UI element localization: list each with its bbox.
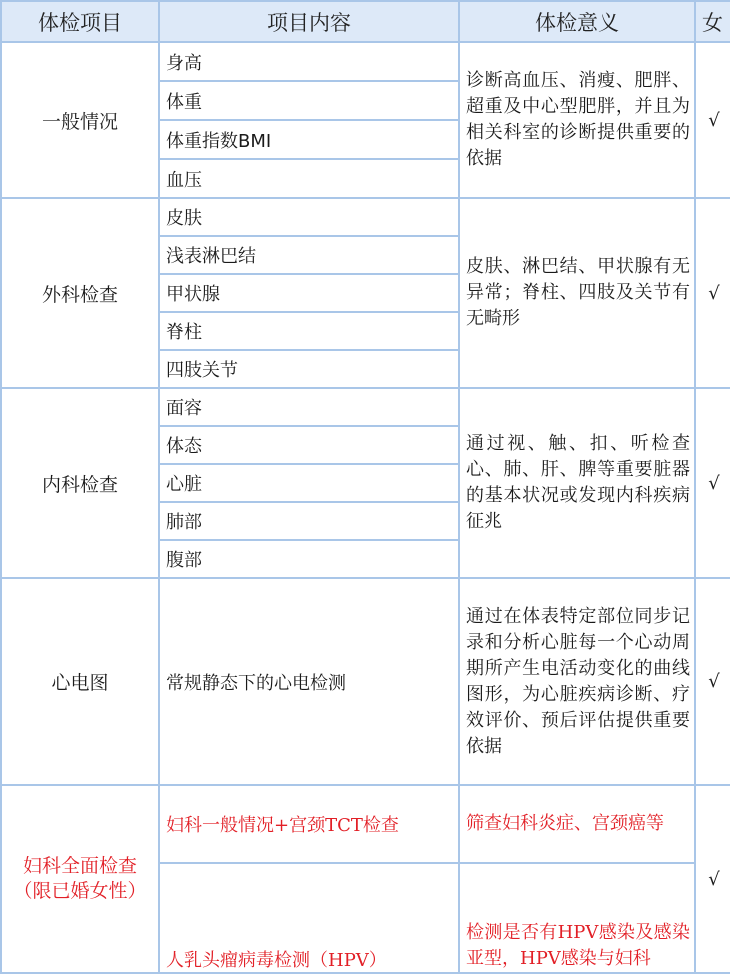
meaning-cell: 通过视、触、扣、听检查心、肺、肝、脾等重要脏器的基本状况或发现内科疾病征兆: [459, 388, 695, 578]
category-ecg: 心电图: [1, 578, 159, 785]
table-row: [1, 42, 730, 81]
item-cell: 面容: [159, 388, 459, 426]
item-cell: 四肢关节: [159, 350, 459, 388]
item-cell: 体态: [159, 426, 459, 464]
female-check-mark: √: [695, 42, 730, 198]
category-internal: 内科检查: [1, 388, 159, 578]
item-cell: 妇科一般情况+宫颈TCT检查: [159, 785, 459, 863]
table-row: [1, 198, 730, 236]
meaning-cell: 筛查妇科炎症、宫颈癌等: [459, 785, 695, 863]
item-cell: 脊柱: [159, 312, 459, 350]
header-female: 女: [695, 1, 730, 42]
category-gynecology: 妇科全面检查（限已婚女性）: [1, 785, 159, 973]
meaning-cell: 通过在体表特定部位同步记录和分析心脏每一个心动周期所产生电活动变化的曲线图形，为心脏疾病诊断、疗效评价、预后评估提供重要依据: [459, 578, 695, 785]
table-row: [1, 785, 730, 863]
item-cell: 甲状腺: [159, 274, 459, 312]
item-cell: 肺部: [159, 502, 459, 540]
meaning-cell: 检测是否有HPV感染及感染亚型，HPV感染与妇科: [459, 863, 695, 973]
female-check-mark: √: [695, 785, 730, 973]
item-cell: 心脏: [159, 464, 459, 502]
header-item-content: 项目内容: [159, 1, 459, 42]
item-cell: 腹部: [159, 540, 459, 578]
item-cell: 皮肤: [159, 198, 459, 236]
meaning-cell: 诊断高血压、消瘦、肥胖、超重及中心型肥胖，并且为相关科室的诊断提供重要的依据: [459, 42, 695, 198]
female-check-mark: √: [695, 578, 730, 785]
female-check-mark: √: [695, 388, 730, 578]
item-cell: 体重指数BMI: [159, 120, 459, 159]
item-cell: 浅表淋巴结: [159, 236, 459, 274]
female-check-mark: √: [695, 198, 730, 388]
item-cell: 常规静态下的心电检测: [159, 578, 459, 785]
category-surgery: 外科检查: [1, 198, 159, 388]
item-cell: 血压: [159, 159, 459, 198]
item-cell: 体重: [159, 81, 459, 120]
table-header-row: [1, 1, 730, 42]
category-general: 一般情况: [1, 42, 159, 198]
item-cell: 身高: [159, 42, 459, 81]
header-exam-item: 体检项目: [1, 1, 159, 42]
table-row: [1, 388, 730, 426]
item-cell: 人乳头瘤病毒检测（HPV）: [159, 863, 459, 973]
header-exam-meaning: 体检意义: [459, 1, 695, 42]
table-row: [1, 578, 730, 785]
meaning-cell: 皮肤、淋巴结、甲状腺有无异常；脊柱、四肢及关节有无畸形: [459, 198, 695, 388]
